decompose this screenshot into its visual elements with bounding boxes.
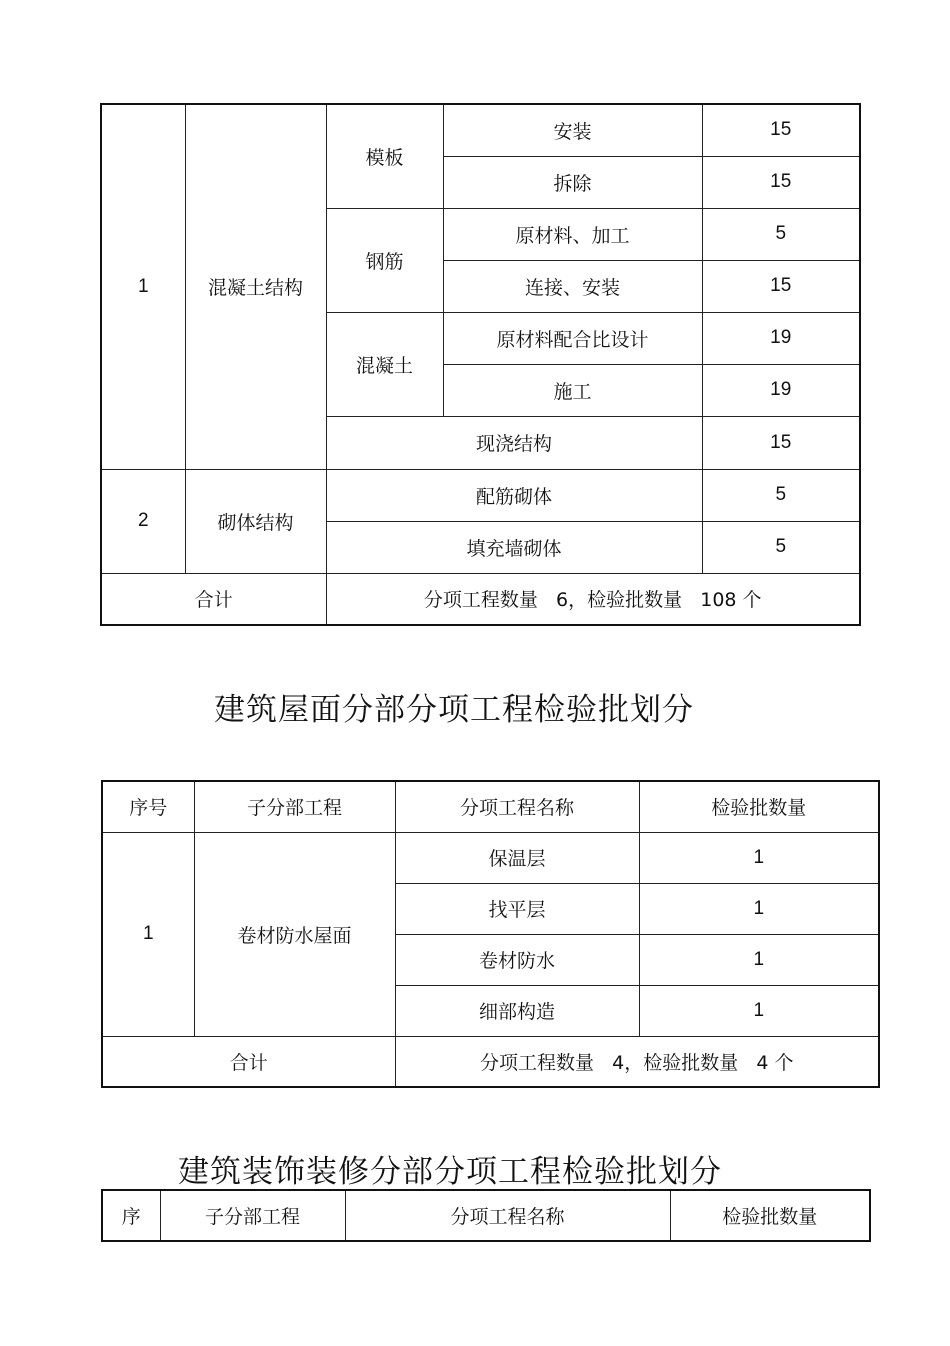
table-structure — [100, 103, 861, 626]
total-label-cell: 合计 — [102, 1036, 395, 1087]
item-name-cell: 原材料、加工 — [443, 208, 702, 260]
sub-division-cell: 卷材防水屋面 — [194, 832, 395, 1036]
header-cell: 序号 — [102, 781, 194, 832]
header-cell: 检验批数量 — [639, 781, 879, 832]
item-group-cell: 模板 — [326, 104, 443, 208]
section-title-decoration: 建筑装饰装修分部分项工程检验批划分 — [178, 1154, 722, 1190]
header-cell: 分项工程名称 — [395, 781, 639, 832]
batch-count-cell: 15 — [702, 260, 860, 312]
batch-count-cell: 5 — [702, 469, 860, 521]
batch-count-cell: 1 — [639, 985, 879, 1036]
batch-count-cell: 5 — [702, 521, 860, 573]
item-name-cell: 连接、安装 — [443, 260, 702, 312]
item-name-cell: 填充墙砌体 — [326, 521, 702, 573]
total-summary-cell: 分项工程数量 6，检验批数量 108 个 — [326, 573, 860, 625]
batch-count-cell: 1 — [639, 934, 879, 985]
item-name-cell: 配筋砌体 — [326, 469, 702, 521]
seq-cell: 1 — [101, 104, 185, 469]
item-name-cell: 细部构造 — [395, 985, 639, 1036]
batch-count-cell: 15 — [702, 156, 860, 208]
item-group-cell: 混凝土 — [326, 312, 443, 416]
batch-count-cell: 5 — [702, 208, 860, 260]
seq-cell: 1 — [102, 832, 194, 1036]
table-roofing — [101, 780, 880, 1088]
item-name-cell: 原材料配合比设计 — [443, 312, 702, 364]
item-name-cell: 安装 — [443, 104, 702, 156]
total-summary-cell: 分项工程数量 4，检验批数量 4 个 — [395, 1036, 879, 1087]
batch-count-cell: 19 — [702, 312, 860, 364]
item-name-cell: 施工 — [443, 364, 702, 416]
batch-count-cell: 1 — [639, 832, 879, 883]
item-name-cell: 现浇结构 — [326, 416, 702, 469]
header-cell: 子分部工程 — [160, 1190, 345, 1241]
seq-cell: 2 — [101, 469, 185, 573]
sub-division-cell: 砌体结构 — [185, 469, 326, 573]
batch-count-cell: 15 — [702, 416, 860, 469]
item-name-cell: 拆除 — [443, 156, 702, 208]
header-cell: 分项工程名称 — [345, 1190, 670, 1241]
batch-count-cell: 1 — [639, 883, 879, 934]
batch-count-cell: 19 — [702, 364, 860, 416]
item-name-cell: 找平层 — [395, 883, 639, 934]
item-name-cell: 卷材防水 — [395, 934, 639, 985]
total-label-cell: 合计 — [101, 573, 326, 625]
table-decoration — [101, 1189, 871, 1242]
item-name-cell: 保温层 — [395, 832, 639, 883]
sub-division-cell: 混凝土结构 — [185, 104, 326, 469]
batch-count-cell: 15 — [702, 104, 860, 156]
header-cell: 子分部工程 — [194, 781, 395, 832]
header-cell: 序 — [102, 1190, 160, 1241]
item-group-cell: 钢筋 — [326, 208, 443, 312]
section-title-roofing: 建筑屋面分部分项工程检验批划分 — [214, 692, 694, 728]
header-cell: 检验批数量 — [670, 1190, 870, 1241]
